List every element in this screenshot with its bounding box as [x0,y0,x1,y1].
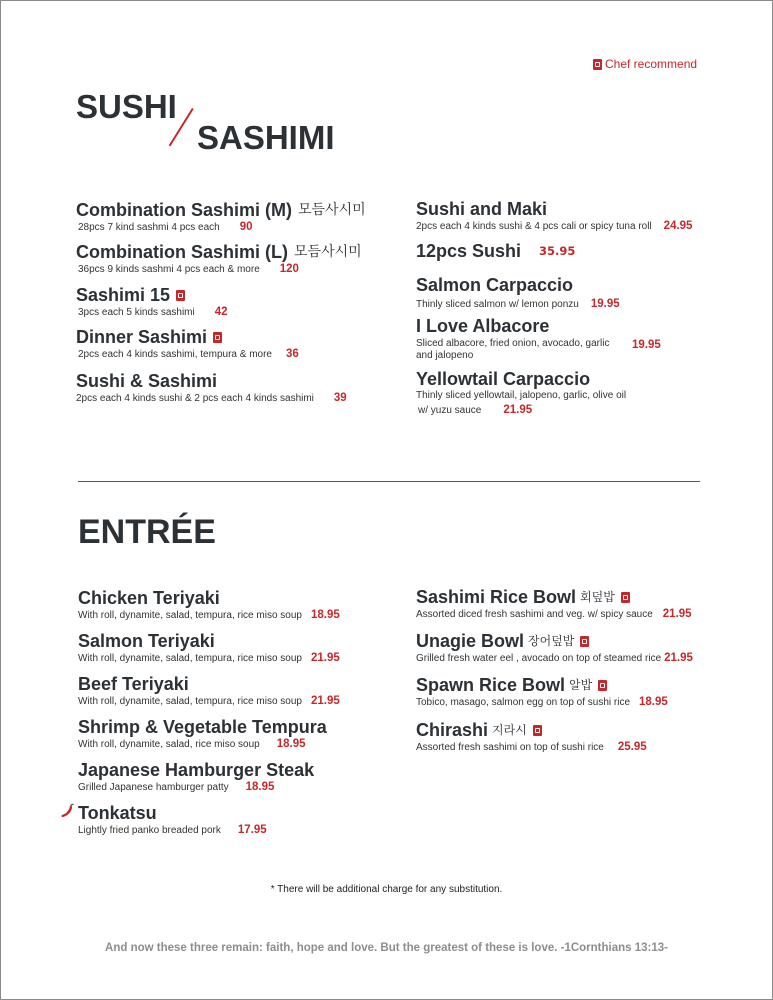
menu-item [416,199,692,233]
item-desc: Assorted fresh sashimi on top of sushi rice [416,742,604,753]
menu-item [76,285,228,319]
item-name: Sushi & Sashimi [76,371,218,391]
bible-verse: And now these three remain: faith, hope and love. But the greatest of these is love. -1Cornthians 13:13- [105,942,668,954]
item-name: Shrimp & Vegetable Tempura [78,717,327,737]
item-price: 39 [333,392,347,404]
item-desc: 2pcs each 4 kinds sushi & 2 pcs each 4 kinds sashimi [76,393,314,404]
chef-badge-icon [580,636,589,647]
menu-item [76,200,366,234]
item-desc: Grilled fresh water eel , avocado on top of steamed rice [416,653,662,664]
item-desc: Thinly sliced salmon w/ lemon ponzu [416,299,579,310]
chef-recommend-label: Chef recommend [605,57,698,71]
substitution-note: * There will be additional charge for any substitution. [270,884,503,895]
menu-item [416,631,693,665]
item-price: 35.95 [539,244,576,258]
item-name: I Love Albacore [416,316,550,336]
item-name: Dinner Sashimi [76,327,208,347]
item-name: Beef Teriyaki [78,674,189,694]
entree-heading: ENTRÉE [78,513,216,551]
section-divider [78,481,700,482]
menu-item [416,587,692,621]
menu-item [416,316,609,362]
item-desc: 36pcs 9 kinds sashmi 4 pcs each & more [78,264,260,275]
chef-badge-icon [593,59,602,70]
item-price: 21.95 [503,404,533,416]
item-name: Chicken Teriyaki [78,588,220,608]
item-name: Sashimi 15 [76,285,171,305]
item-price: 21.95 [310,695,340,707]
item-korean: 알밥 [569,678,593,692]
item-desc-line2: w/ yuzu sauce [418,405,482,416]
menu-item [78,588,340,622]
item-korean: 지라시 [492,723,527,737]
menu-item [76,242,362,276]
item-desc: Thinly sliced yellowtail, jalopeno, garlic, olive oil [416,390,627,401]
item-price: 21.95 [310,652,340,664]
item-price: 19.95 [590,298,620,310]
item-price: 21.95 [662,608,692,620]
menu-item [78,631,340,665]
item-price: 25.95 [617,741,647,753]
item-name: Combination Sashimi (M) [76,200,292,220]
item-price: 18.95 [639,696,668,708]
item-desc: With roll, dynamite, salad, tempura, rice miso soup [78,610,302,621]
menu-item [416,241,575,261]
menu-item [78,760,314,794]
item-name: Sashimi Rice Bowl [416,587,577,607]
item-price: 17.95 [237,824,267,836]
item-name: Japanese Hamburger Steak [78,760,315,780]
item-price: 24.95 [663,220,693,232]
item-name: Salmon Carpaccio [416,275,574,295]
item-desc: 2pcs each 4 kinds sushi & 4 pcs cali or spicy tuna roll [416,221,652,232]
menu-item [78,717,327,751]
item-desc: 28pcs 7 kind sashmi 4 pcs each [78,222,220,233]
item-desc: With roll, dynamite, salad, rice miso soup [78,739,260,750]
item-price: 36 [285,348,299,360]
item-desc: Lightly fried panko breaded pork [78,825,221,836]
chef-badge-icon [598,680,607,691]
item-desc: Sliced albacore, fried onion, avocado, garlic [416,338,610,349]
chef-badge-icon [213,332,222,343]
menu-item [416,720,647,754]
item-price: 120 [279,263,299,275]
item-name: Chirashi [416,720,489,740]
item-korean: 회덮밥 [580,590,615,604]
item-desc: Assorted diced fresh sashimi and veg. w/ spicy sauce [416,609,653,620]
item-name: Tonkatsu [78,803,157,823]
item-name: Salmon Teriyaki [78,631,215,651]
item-korean: 모듬사시미 [298,202,366,218]
item-name: Sushi and Maki [416,199,548,219]
item-desc-line2: and jalopeno [416,350,474,361]
item-price: 42 [214,306,228,318]
item-desc: Grilled Japanese hamburger patty [78,782,229,793]
menu-item [76,327,299,361]
sushi-heading: SUSHI [76,88,177,125]
item-price: 18.95 [245,781,275,793]
chef-recommend-legend [593,57,697,71]
item-desc: With roll, dynamite, salad, tempura, rice miso soup [78,653,302,664]
item-desc: With roll, dynamite, salad, tempura, rice miso soup [78,696,302,707]
item-name: Yellowtail Carpaccio [416,369,591,389]
menu-item [76,371,347,405]
item-price: 19.95 [632,339,661,351]
item-price: 18.95 [276,738,306,750]
item-korean: 장어덮밥 [528,634,575,648]
item-price: 90 [239,221,253,233]
menu-item [416,675,668,709]
sashimi-heading: SASHIMI [197,119,335,156]
menu-item [78,803,267,837]
item-korean: 모듬사시미 [294,244,362,260]
item-desc: 3pcs each 5 kinds sashimi [78,307,195,318]
chili-pepper-icon [60,803,76,819]
menu-item [416,369,626,417]
item-name: 12pcs Sushi [416,241,522,261]
item-desc: Tobico, masago, salmon egg on top of sushi rice [416,697,631,708]
item-name: Unagie Bowl [416,631,525,651]
item-price: 18.95 [310,609,340,621]
chef-badge-icon [533,725,542,736]
item-name: Combination Sashimi (L) [76,242,289,262]
menu-item [78,674,340,708]
item-price: 21.95 [664,652,693,664]
item-name: Spawn Rice Bowl [416,675,566,695]
chef-badge-icon [621,592,630,603]
item-desc: 2pcs each 4 kinds sashimi, tempura & more [78,349,272,360]
chef-badge-icon [176,290,185,301]
menu-item [416,275,620,311]
